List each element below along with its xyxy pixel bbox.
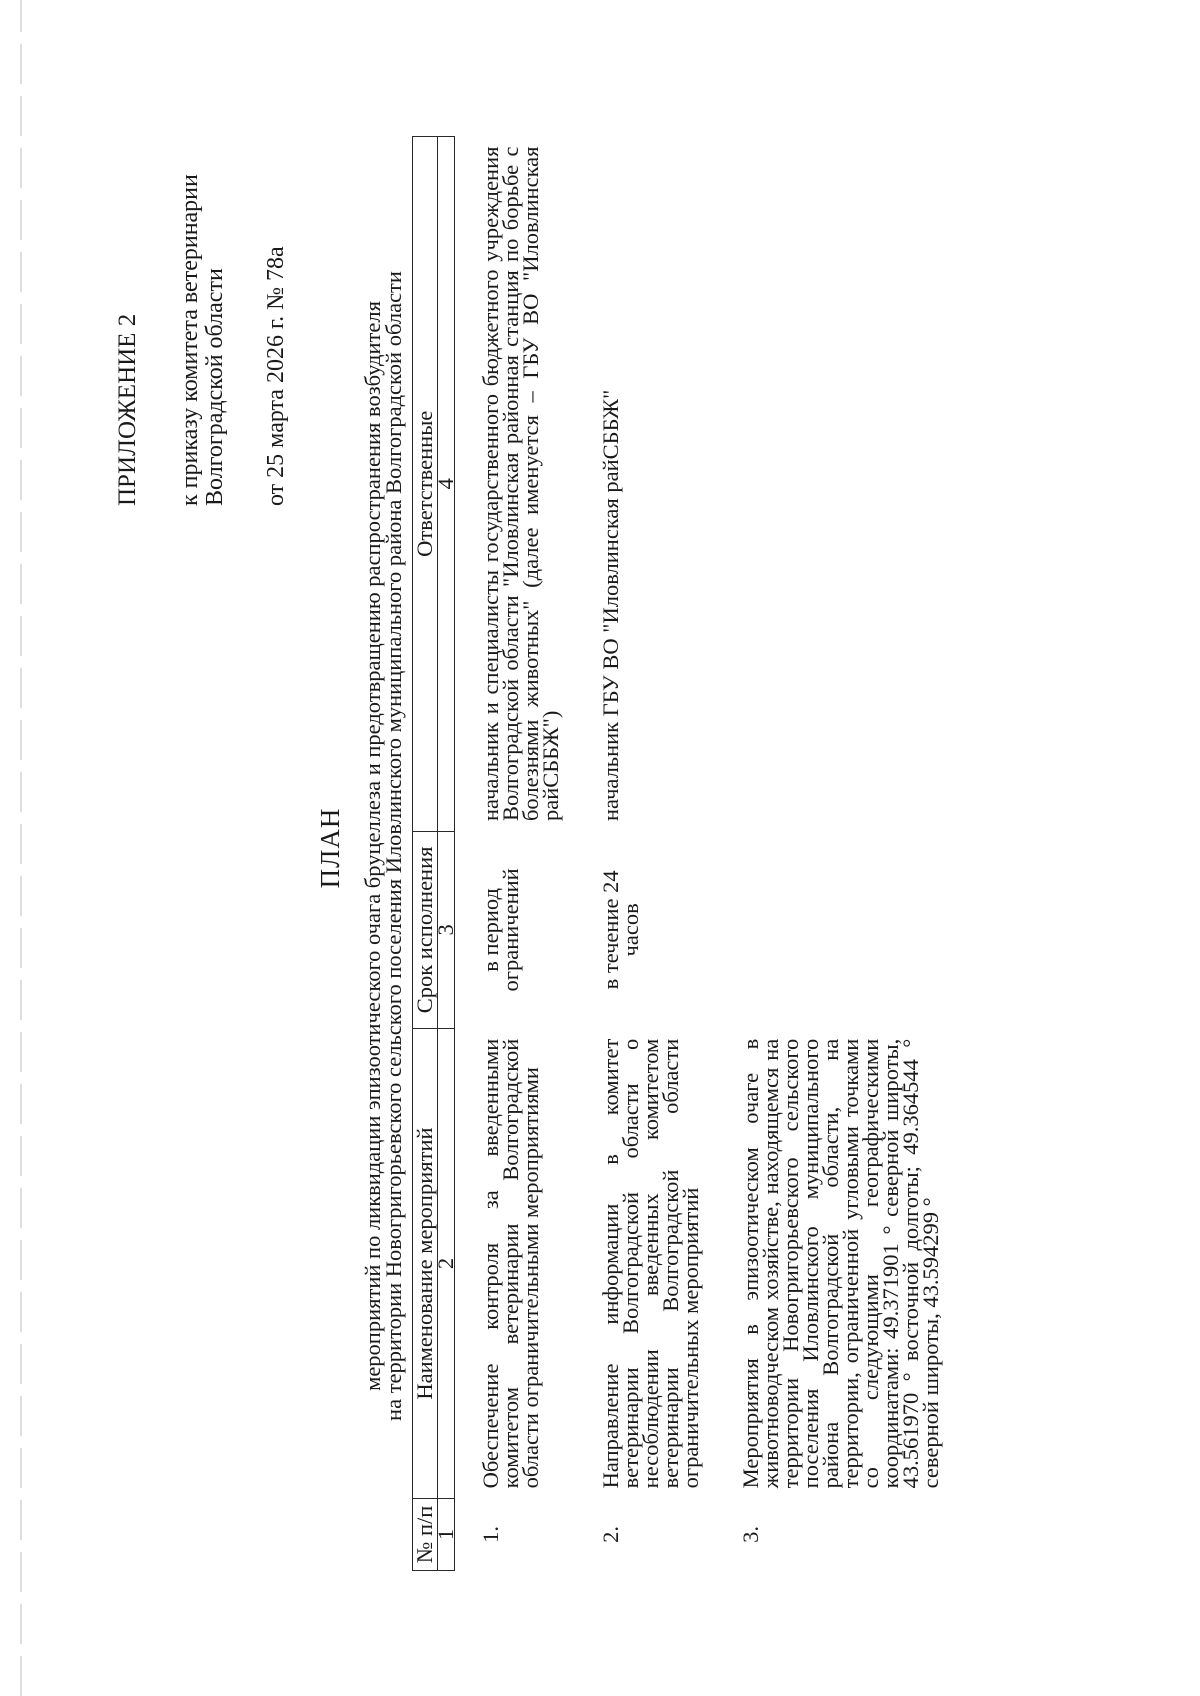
table-row — [575, 137, 715, 1571]
row-number: 1. — [478, 1525, 503, 1543]
row-activity: Направление информации в комитет ветеринарии Волгоградской области о несоблюдении введенных комитетом ветеринарии Волгоградской области ограничительных мероприятий — [598, 1038, 703, 1489]
row-number: 2. — [598, 1525, 623, 1543]
header-activity: Наименование мероприятий — [413, 1029, 438, 1499]
table-row — [715, 137, 955, 1571]
scan-edge-line — [20, 0, 22, 1696]
row-number: 3. — [738, 1525, 763, 1543]
row-term — [715, 831, 955, 1029]
plan-title: ПЛАН — [315, 807, 345, 889]
attachment-date: от 25 марта 2026 г. № 78а — [263, 246, 289, 506]
row-term: в течение 24 часов — [598, 870, 643, 990]
plan-table — [412, 136, 955, 1571]
table-column-number-row — [438, 137, 455, 1571]
row-responsible: начальник и специалисты государственного бюджетного учреждения Волгоградской области "Иловлинская районная станция по борьбе с болезнями животных" (далее именуется – ГБУ ВО "Иловлинская райСББЖ") — [478, 146, 563, 822]
table-row — [455, 137, 576, 1571]
row-responsible: начальник ГБУ ВО "Иловлинская райСББЖ" — [598, 389, 623, 822]
plan-subtitle-line-2: на территории Новогригорьевского сельского поселения Иловлинского муниципального района Волгоградской области — [381, 271, 406, 1421]
column-number-1: 1 — [438, 1498, 455, 1570]
column-number-2: 2 — [438, 1029, 455, 1499]
row-term: в период ограничений — [478, 868, 523, 992]
plan-subtitle — [362, 136, 404, 1556]
attachment-line-1: к приказу комитета ветеринарии — [177, 174, 203, 506]
header-term: Срок исполнения — [413, 831, 438, 1029]
column-number-4: 4 — [438, 137, 455, 832]
row-activity: Мероприятия в эпизоотическом очаге в животноводческом хозяйстве, находящемся на территории Новогригорьевского сельского поселения Иловлинского муниципального района Волгоградской области, на территории, ограниченной угловыми точками со следующими географическими координатами: 49.371901 ° северной широты, 43.561970 ° восточной долготы; 49.364544 ° северной широты, 43.594299 ° — [738, 1038, 943, 1489]
plan-subtitle-line-1: мероприятий по ликвидации эпизоотического очага бруцеллеза и предотвращению распространения возбудителя — [360, 301, 385, 1391]
attachment-header — [115, 86, 289, 506]
row-responsible — [715, 137, 955, 832]
header-responsible: Ответственные — [413, 137, 438, 832]
table-header-row — [413, 137, 438, 1571]
row-activity: Обеспечение контроля за введенными комитетом ветеринарии Волгоградской области ограничительными мероприятиями — [478, 1038, 543, 1489]
attachment-title: ПРИЛОЖЕНИЕ 2 — [114, 313, 141, 506]
header-number: № п/п — [413, 1498, 438, 1570]
column-number-3: 3 — [438, 831, 455, 1029]
attachment-line-2: Волгоградской области — [202, 268, 228, 506]
